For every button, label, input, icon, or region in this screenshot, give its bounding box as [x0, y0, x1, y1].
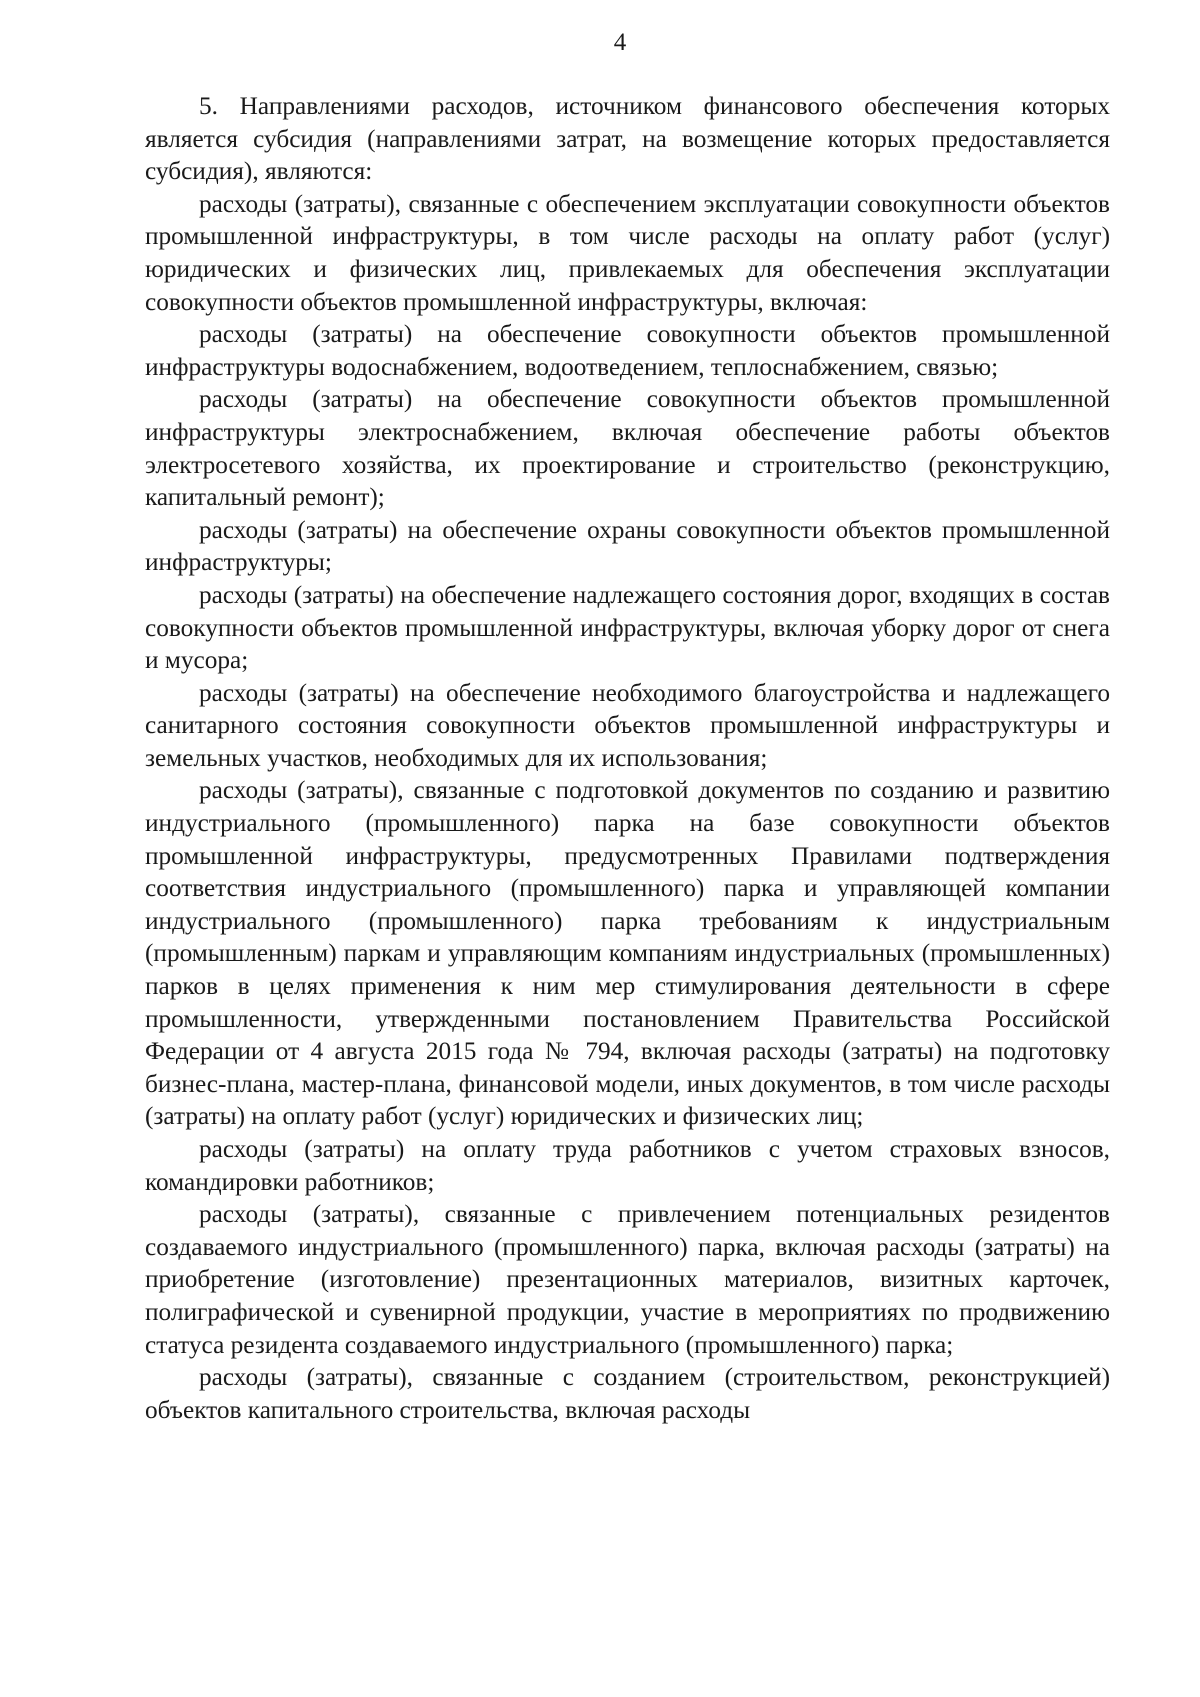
- paragraph-2: расходы (затраты), связанные с обеспечением эксплуатации совокупности объектов промышленной инфраструктуры, в том числе расходы на оплату работ (услуг) юридических и физических лиц, привлекаемых для обеспечения эксплуатации совокупности объектов промышленной инфраструктуры, включая:: [145, 189, 1110, 316]
- paragraph-3: расходы (затраты) на обеспечение совокупности объектов промышленной инфраструктуры водоснабжением, водоотведением, теплоснабжением, связью;: [145, 320, 1110, 381]
- paragraph-7: расходы (затраты) на обеспечение необходимого благоустройства и надлежащего санитарного состояния совокупности объектов промышленной инфраструктуры и земельных участков, необходимых для их использования;: [145, 678, 1110, 772]
- paragraph-6: расходы (затраты) на обеспечение надлежащего состояния дорог, входящих в состав совокупности объектов промышленной инфраструктуры, включая уборку дорог от снега и мусора;: [145, 580, 1110, 675]
- paragraph-8: расходы (затраты), связанные с подготовкой документов по созданию и развитию индустриального (промышленного) парка на базе совокупности объектов промышленной инфраструктуры, предусмотренных Правилами подтверждения соответствия индустриального (промышленного) парка и управляющей компании индустриального (промышленного) парка требованиям к индустриальным (промышленным) паркам и управляющим компаниям индустриальных (промышленных) парков в целях применения к ним мер стимулирования деятельности в сфере промышленности, утвержденными постановлением Правительства Российской Федерации от 4 августа 2015 года № 794, включая расходы (затраты) на подготовку бизнес-плана, мастер-плана, финансовой модели, иных документов, в том числе расходы (затраты) на оплату работ (услуг) юридических и физических лиц;: [145, 776, 1110, 1131]
- paragraph-10: расходы (затраты), связанные с привлечением потенциальных резидентов создаваемого индустриального (промышленного) парка, включая расходы (затраты) на приобретение (изготовление) презентационных материалов, визитных карточек, полиграфической и сувенирной продукции, участие в мероприятиях по продвижению статуса резидента создаваемого индустриального (промышленного) парка;: [145, 1200, 1110, 1359]
- paragraph-4: расходы (затраты) на обеспечение совокупности объектов промышленной инфраструктуры электроснабжением, включая обеспечение работы объектов электросетевого хозяйства, их проектирование и строительство (реконструкцию, капитальный ремонт);: [145, 385, 1110, 512]
- paragraph-9: расходы (затраты) на оплату труда работников с учетом страховых взносов, командировки работников;: [145, 1135, 1110, 1196]
- paragraph-1: 5. Направлениями расходов, источником финансового обеспечения которых является субсидия (направлениями затрат, на возмещение которых предоставляется субсидия), являются:: [145, 92, 1110, 186]
- paragraph-5: расходы (затраты) на обеспечение охраны совокупности объектов промышленной инфраструктуры;: [145, 515, 1110, 577]
- page-number: 4: [613, 29, 627, 56]
- paragraph-11: расходы (затраты), связанные с созданием (строительством, реконструкцией) объектов капитального строительства, включая расходы: [145, 1363, 1110, 1424]
- document-body: [145, 90, 1110, 1426]
